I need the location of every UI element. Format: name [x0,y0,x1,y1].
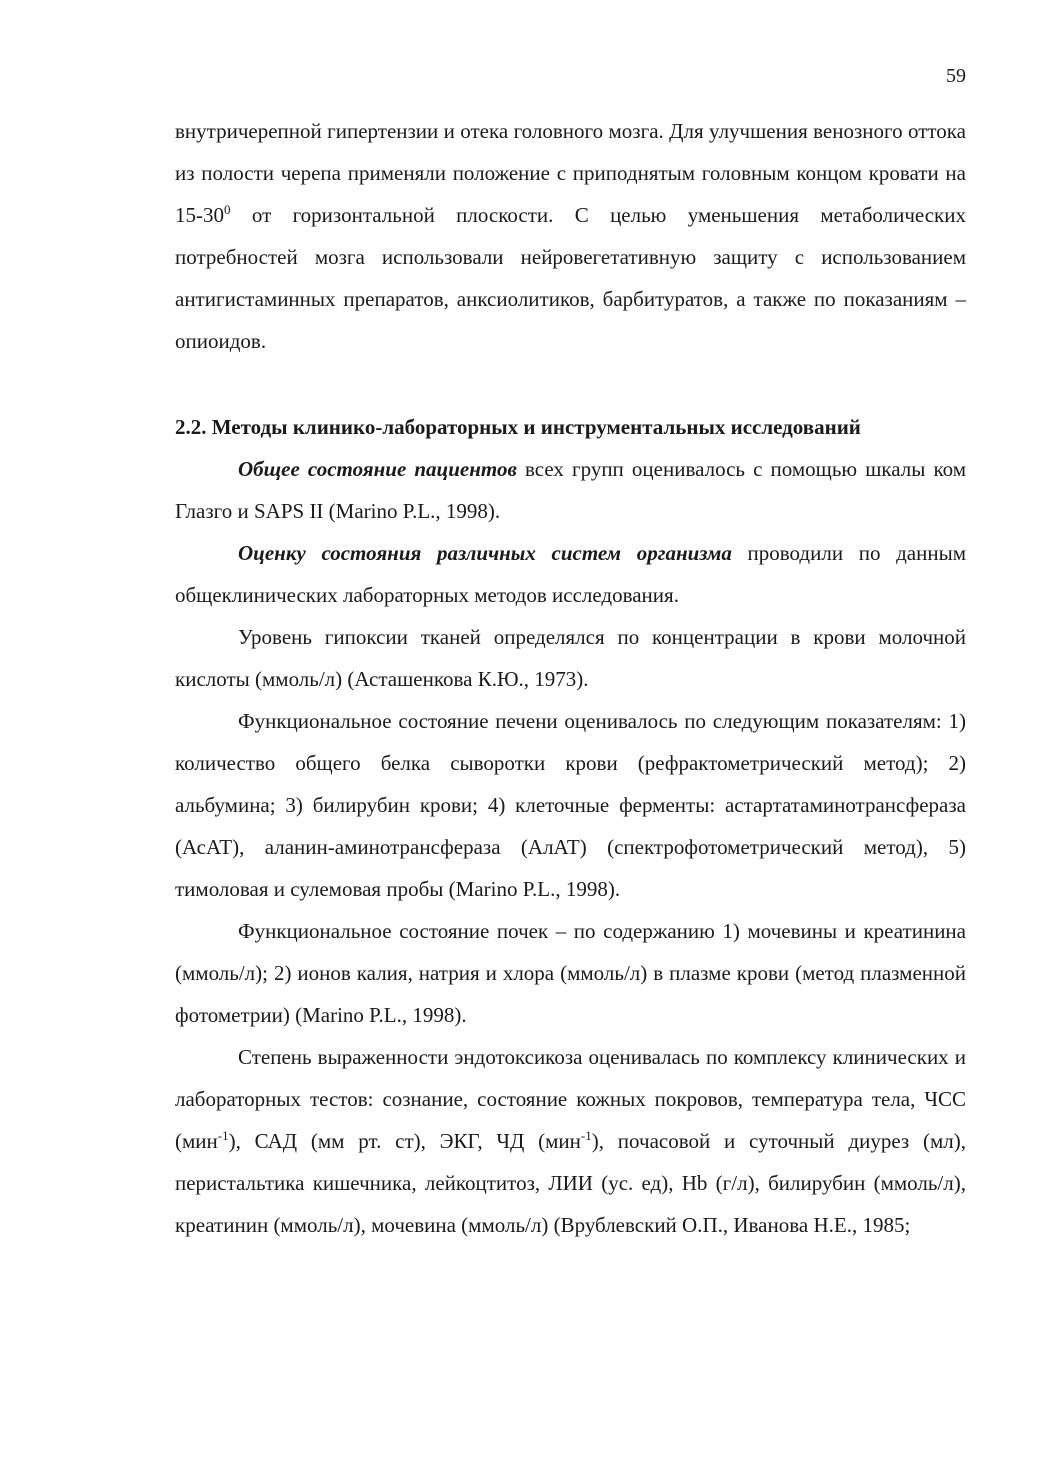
paragraph-text: от горизонтальной плоскости. С целью уменьшения метаболических потребностей мозга использовали нейровегетативную защиту с использованием антигистаминных препаратов, анксиолитиков, барбитуратов, а также по показаниям – опиоидов. [175,203,966,353]
paragraph-text: всех групп оценивалось с помощью шкалы ком Глазго и SAPS II (Marino P.L., 1998). [175,457,966,523]
paragraph-endotoxicosis [175,1036,966,1246]
paragraph-text: внутричерепной гипертензии и отека головного мозга. Для улучшения венозного оттока из полости черепа применяли положение с приподнятым головным концом кровати на 15-30 [175,119,966,227]
paragraph-hypoxia: Уровень гипоксии тканей определялся по концентрации в крови молочной кислоты (ммоль/л) (Асташенкова К.Ю., 1973). [175,625,966,691]
document-body [175,110,966,1246]
emphasis-term: Оценку состояния различных систем организма [238,541,732,565]
paragraph-organ-systems [175,532,966,616]
section-number: 2.2. [175,415,207,439]
section-heading [175,406,966,448]
paragraph-text: проводили по данным общеклинических лабораторных методов исследования. [175,541,967,607]
paragraph-general-state [175,448,966,532]
page-number: 59 [946,65,966,87]
paragraph-text: Степень выраженности эндотоксикоза оценивалась по комплексу клинических и лабораторных тестов: сознание, состояние кожных покровов, температура тела, ЧСС (мин [175,1045,966,1153]
unit-superscript: -1 [580,1128,592,1143]
degree-superscript: 0 [224,202,231,217]
paragraph-kidney-function: Функциональное состояние почек – по содержанию 1) мочевины и креатинина (ммоль/л); 2) ионов калия, натрия и хлора (ммоль/л) в плазме крови (метод плазменной фотометрии) (Marino P.L., 1998). [175,919,966,1027]
emphasis-term: Общее состояние пациентов [238,457,517,481]
section-title: Методы клинико-лабораторных и инструментальных исследований [211,415,861,439]
paragraph-icp-treatment [175,110,966,362]
paragraph-text: ), почасовой и суточный диурез (мл), перистальтика кишечника, лейкоцтитоз, ЛИИ (ус. ед), Hb (г/л), билирубин (ммоль/л), креатинин (ммоль/л), мочевина (ммоль/л) (Врублевский О.П., Иванова Н.Е., 1985; [175,1129,967,1237]
paragraph-text: ), САД (мм рт. ст), ЭКГ, ЧД (мин [228,1129,581,1153]
paragraph-liver-function: Функциональное состояние печени оценивалось по следующим показателям: 1) количество общего белка сыворотки крови (рефрактометрический метод); 2) альбумина; 3) билирубин крови; 4) клеточные ферменты: астартатаминотрансфераза (АсАТ), аланин-аминотрансфераза (АлАТ) (спектрофотометрический метод), 5) тимоловая и сулемовая пробы (Marino P.L., 1998). [175,709,966,901]
unit-superscript: -1 [217,1128,229,1143]
